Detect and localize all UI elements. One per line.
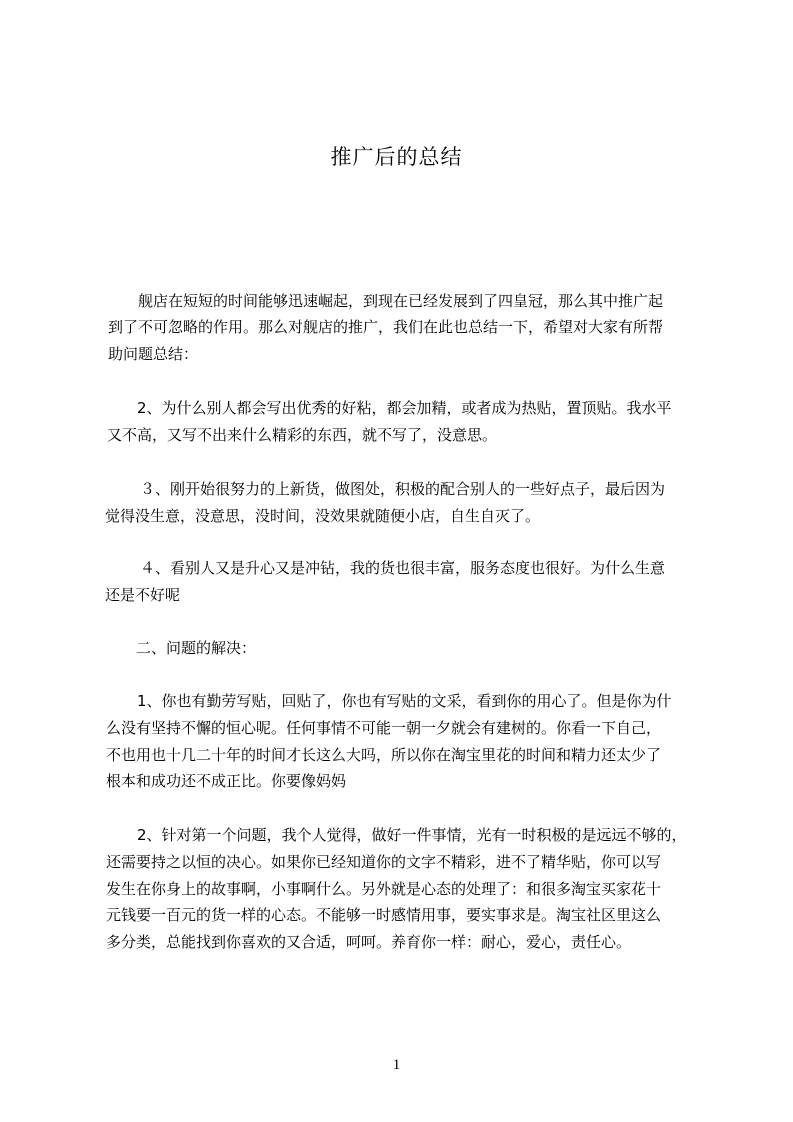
paragraph-1-line-2: 到了不可忽略的作用。那么对舰店的推广，我们在此也总结一下，希望对大家有所帮 xyxy=(108,318,664,336)
paragraph-2-line-1: 2、为什么别人都会写出优秀的好粘，都会加精，或者成为热贴，置顶贴。我水平 xyxy=(137,399,672,417)
paragraph-4-line-2: 还是不好呢 xyxy=(105,586,181,604)
paragraph-7-line-4: 元钱要一百元的货一样的心态。不能够一时感情用事，要实事求是。淘宝社区里这么 xyxy=(106,906,662,924)
document-title: 推广后的总结 xyxy=(330,145,463,169)
section-heading-solutions: 二、问题的解决： xyxy=(136,639,257,657)
paragraph-6-line-3: 不也用也十几二十年的时间才长这么大吗，所以你在淘宝里花的时间和精力还太少了 xyxy=(106,746,662,764)
paragraph-2-line-2: 又不高，又写不出来什么精彩的东西，就不写了，没意思。 xyxy=(107,426,498,444)
paragraph-7-line-5: 多分类，总能找到你喜欢的又合适，呵呵。养育你一样：耐心，爱心，责任心。 xyxy=(106,933,632,951)
paragraph-1-line-1: 舰店在短短的时间能够迅速崛起，到现在已经发展到了四皇冠，那么其中推广起 xyxy=(138,292,664,310)
paragraph-6-line-2: 么没有坚持不懈的恒心呢。任何事情不可能一朝一夕就会有建树的。你看一下自己， xyxy=(106,719,662,737)
paragraph-3-line-1: ３、刚开始很努力的上新货，做图处，积极的配合别人的一些好点子，最后因为 xyxy=(140,480,666,498)
paragraph-1-line-3: 助问题总结： xyxy=(108,345,199,363)
page-number: 1 xyxy=(392,1057,401,1073)
paragraph-7-line-2: 还需要持之以恒的决心。如果你已经知道你的文字不精彩，进不了精华贴，你可以写 xyxy=(106,853,662,871)
paragraph-7-line-1: 2、针对第一个问题，我个人觉得，做好一件事情，光有一时积极的是远远不够的， xyxy=(137,826,687,844)
paragraph-7-line-3: 发生在你身上的故事啊，小事啊什么。另外就是心态的处理了：和很多淘宝买家花十 xyxy=(106,880,662,898)
paragraph-6-line-1: 1、你也有勤劳写贴，回贴了，你也有写贴的文采，看到你的用心了。但是你为什 xyxy=(137,692,672,710)
paragraph-3-line-2: 觉得没生意，没意思，没时间，没效果就随便小店，自生自灭了。 xyxy=(105,507,541,525)
paragraph-6-line-4: 根本和成功还不成正比。你要像妈妈 xyxy=(106,772,347,790)
paragraph-4-line-1: ４、看别人又是升心又是冲钻，我的货也很丰富，服务态度也很好。为什么生意 xyxy=(140,559,666,577)
